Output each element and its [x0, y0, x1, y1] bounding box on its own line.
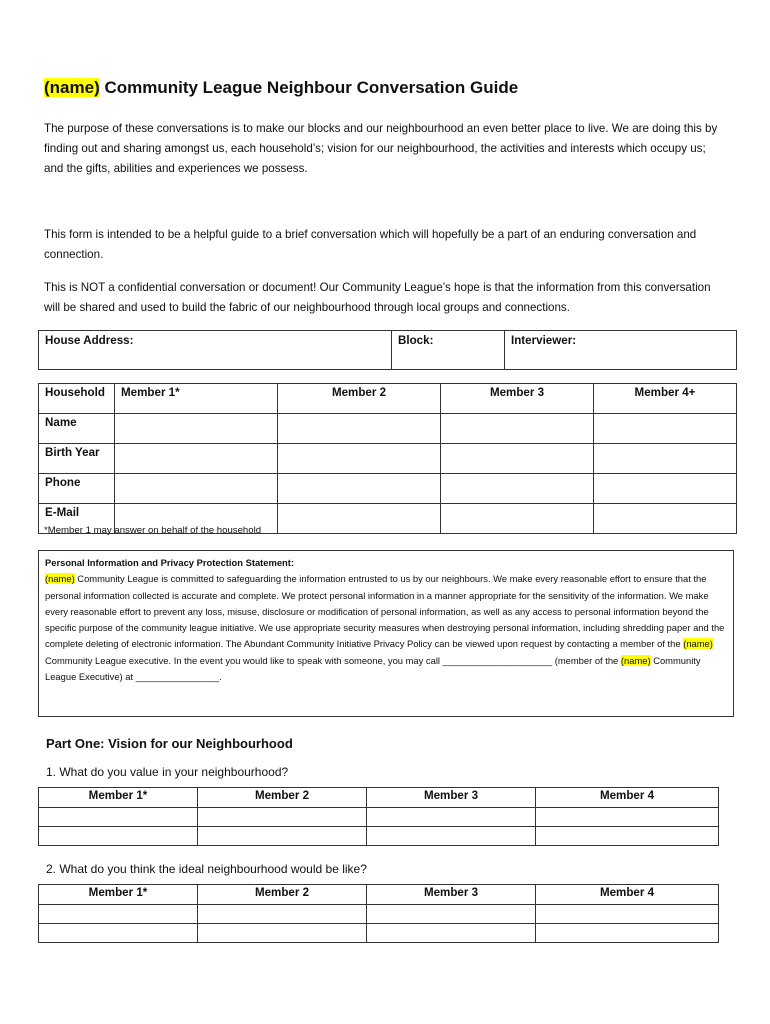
member-1-header: Member 1* [39, 788, 198, 808]
email-cell[interactable] [441, 504, 594, 534]
email-cell[interactable] [594, 504, 737, 534]
answer-cell[interactable] [536, 808, 719, 827]
household-table [38, 383, 737, 534]
phone-cell[interactable] [278, 474, 441, 504]
answer-cell[interactable] [536, 905, 719, 924]
birth-year-cell[interactable] [594, 444, 737, 474]
email-row-label: E-Mail [39, 504, 115, 534]
name-placeholder-highlight: (name) [620, 654, 651, 666]
email-cell[interactable] [278, 504, 441, 534]
name-cell[interactable] [115, 414, 278, 444]
table-row [39, 905, 719, 924]
member-2-header: Member 2 [198, 788, 367, 808]
member-3-header: Member 3 [441, 384, 594, 414]
household-footnote: *Member 1 may answer on behalf of the household [44, 525, 262, 536]
house-address-field[interactable]: House Address: [39, 331, 392, 370]
member-3-header: Member 3 [367, 885, 536, 905]
name-cell[interactable] [441, 414, 594, 444]
phone-cell[interactable] [594, 474, 737, 504]
answer-cell[interactable] [39, 827, 198, 846]
name-placeholder-highlight: (name) [44, 78, 100, 97]
table-row [39, 808, 719, 827]
phone-cell[interactable] [115, 474, 278, 504]
answer-cell[interactable] [367, 827, 536, 846]
privacy-statement-text: (name) Community League is committed to safeguarding the information entrusted to us by our neighbours. We make every reasonable effort to ensure that the personal information collected is accurate and complete. We protect personal information in a manner appropriate for the sensitivity of the information. We make every reasonable effort to prevent any loss, misuse, disclosure or modification of personal information, as well as any access to personal information beyond the specific purpose of the community league initiative. We use appropriate security measures when destroying personal information, including shredding paper and the complete deleting of electronic information. The Abundant Community Initiative Privacy Policy can be viewed upon request by contacting a member of the (name) Community League executive. In the event you would like to speak with someone, you may call _____________________ (member of the (name) Community League Executive) at ________________. [45, 573, 725, 683]
address-table [38, 330, 737, 370]
answer-cell[interactable] [39, 808, 198, 827]
intro-paragraph-purpose: The purpose of these conversations is to make our blocks and our neighbourhood an even better place to live. We are doing this by finding out and sharing amongst us, each household’s; vision for our neighbourhood, the activities and interests which occupy us; and the gifts, abilities and experiences we possess. [44, 122, 718, 175]
name-placeholder-highlight: (name) [683, 638, 713, 650]
answer-cell[interactable] [198, 808, 367, 827]
intro-paragraph-not-confidential: This is NOT a confidential conversation or document! Our Community League’s hope is that the information from this conversation will be shared and used to build the fabric of our neighbourhood through local groups and connections. [44, 281, 711, 314]
household-header: Household [39, 384, 115, 414]
answer-cell[interactable] [367, 905, 536, 924]
table-row [39, 474, 737, 504]
phone-cell[interactable] [441, 474, 594, 504]
phone-row-label: Phone [39, 474, 115, 504]
answer-cell[interactable] [39, 905, 198, 924]
table-row [39, 827, 719, 846]
name-cell[interactable] [594, 414, 737, 444]
answer-cell[interactable] [198, 827, 367, 846]
birth-year-cell[interactable] [278, 444, 441, 474]
privacy-statement-box [38, 550, 734, 717]
part-one-heading: Part One: Vision for our Neighbourhood [46, 736, 293, 751]
birth-year-cell[interactable] [115, 444, 278, 474]
birth-year-cell[interactable] [441, 444, 594, 474]
member-4-header: Member 4 [536, 885, 719, 905]
answer-cell[interactable] [536, 827, 719, 846]
member-2-header: Member 2 [278, 384, 441, 414]
answer-cell[interactable] [367, 808, 536, 827]
answer-cell[interactable] [198, 905, 367, 924]
intro-paragraph-form: This form is intended to be a helpful guide to a brief conversation which will hopefully be a part of an enduring conversation and connection. [44, 228, 697, 261]
answer-cell[interactable] [198, 924, 367, 943]
table-row [39, 444, 737, 474]
answer-cell[interactable] [536, 924, 719, 943]
question-2: 2. What do you think the ideal neighbourhood would be like? [46, 862, 367, 876]
block-field[interactable]: Block: [392, 331, 505, 370]
name-placeholder-highlight: (name) [45, 573, 75, 585]
member-3-header: Member 3 [367, 788, 536, 808]
member-1-header: Member 1* [39, 885, 198, 905]
answer-cell[interactable] [39, 924, 198, 943]
answer-cell[interactable] [367, 924, 536, 943]
member-1-header: Member 1* [115, 384, 278, 414]
question-2-table [38, 884, 719, 943]
name-cell[interactable] [278, 414, 441, 444]
table-row [39, 924, 719, 943]
name-row-label: Name [39, 414, 115, 444]
privacy-statement-title: Personal Information and Privacy Protection Statement: [45, 557, 295, 568]
member-4-header: Member 4+ [594, 384, 737, 414]
birth-year-row-label: Birth Year [39, 444, 115, 474]
member-2-header: Member 2 [198, 885, 367, 905]
interviewer-field[interactable]: Interviewer: [505, 331, 737, 370]
question-1: 1. What do you value in your neighbourhood? [46, 765, 289, 779]
page-title: (name) Community League Neighbour Conversation Guide [44, 78, 519, 97]
member-4-header: Member 4 [536, 788, 719, 808]
table-row [39, 414, 737, 444]
question-1-table [38, 787, 719, 846]
